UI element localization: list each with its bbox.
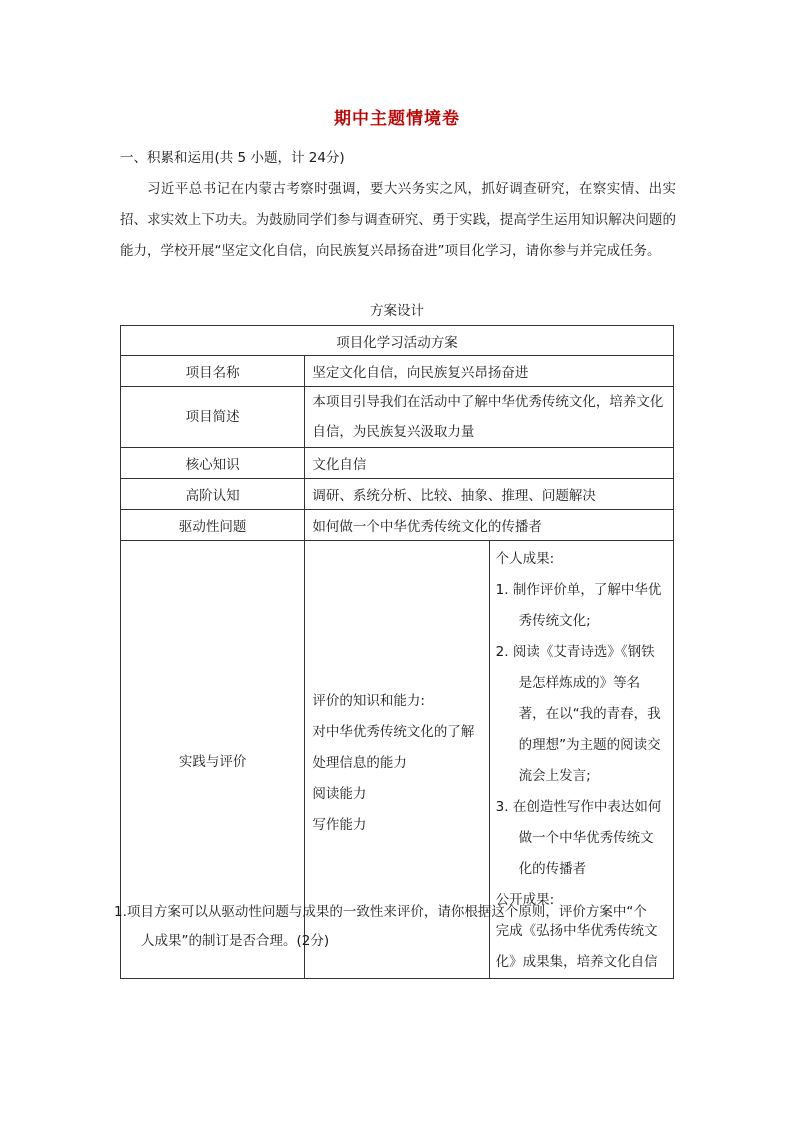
- question-1-line1: 1.项目方案可以从驱动性问题与成果的一致性来评价，请你根据这个原则，评价方案中“个: [114, 904, 647, 920]
- section-heading: 一、积累和运用(共 5 小题，计 24分): [120, 150, 345, 166]
- personal-outcomes-heading: 个人成果:: [495, 551, 555, 567]
- personal-outcome-item: 2. 阅读《艾青诗选》《钢铁是怎样炼成的》等名著，在以“我的青春，我的理想”为主题的阅读交流会上发言;: [495, 644, 661, 784]
- table-header: 项目化学习活动方案: [121, 326, 674, 356]
- ability-item: 处理信息的能力: [312, 755, 407, 771]
- activity-plan-table: [120, 325, 674, 979]
- table-row: [121, 510, 674, 541]
- table-row: [121, 479, 674, 510]
- ability-item: 评价的知识和能力:: [312, 693, 425, 709]
- ability-item: 写作能力: [312, 817, 367, 833]
- public-outcomes-heading: 公开成果:: [495, 892, 555, 908]
- row-value: 本项目引导我们在活动中了解中华优秀传统文化，培养文化自信，为民族复兴汲取力量: [305, 387, 674, 448]
- row-label: 实践与评价: [121, 541, 305, 979]
- table-caption: 方案设计: [370, 303, 424, 319]
- row-label: 高阶认知: [121, 479, 305, 510]
- table-header-row: [121, 326, 674, 356]
- row-value: 坚定文化自信，向民族复兴昂扬奋进: [305, 356, 674, 387]
- personal-outcome-item: 1. 制作评价单，了解中华优秀传统文化;: [495, 582, 662, 629]
- table-row: [121, 448, 674, 479]
- table-row: [121, 356, 674, 387]
- row-value: 文化自信: [305, 448, 674, 479]
- row-value: 如何做一个中华优秀传统文化的传播者: [305, 510, 674, 541]
- row-label: 项目名称: [121, 356, 305, 387]
- personal-outcome-item: 3. 在创造性写作中表达如何做一个中华优秀传统文化的传播者: [495, 799, 662, 877]
- question-1-line2: 人成果”的制订是否合理。(2分): [141, 933, 330, 949]
- row-label: 核心知识: [121, 448, 305, 479]
- row-value: 调研、系统分析、比较、抽象、推理、问题解决: [305, 479, 674, 510]
- public-outcome-text: 完成《弘扬中华优秀传统文化》成果集，培养文化自信: [495, 923, 658, 970]
- table-row: [121, 387, 674, 448]
- ability-item: 对中华优秀传统文化的了解: [312, 724, 475, 740]
- question-1: [114, 898, 679, 956]
- ability-item: 阅读能力: [312, 786, 367, 802]
- intro-paragraph: 习近平总书记在内蒙古考察时强调，要大兴务实之风，抓好调查研究，在察实情、出实招、求实效上下功夫。为鼓励同学们参与调查研究、勇于实践，提高学生运用知识解决问题的能力，学校开展“坚定文化自信，向民族复兴昂扬奋进”项目化学习，请你参与并完成任务。: [120, 181, 676, 259]
- row-label: 驱动性问题: [121, 510, 305, 541]
- page-title: 期中主题情境卷: [334, 109, 460, 129]
- row-label: 项目简述: [121, 387, 305, 448]
